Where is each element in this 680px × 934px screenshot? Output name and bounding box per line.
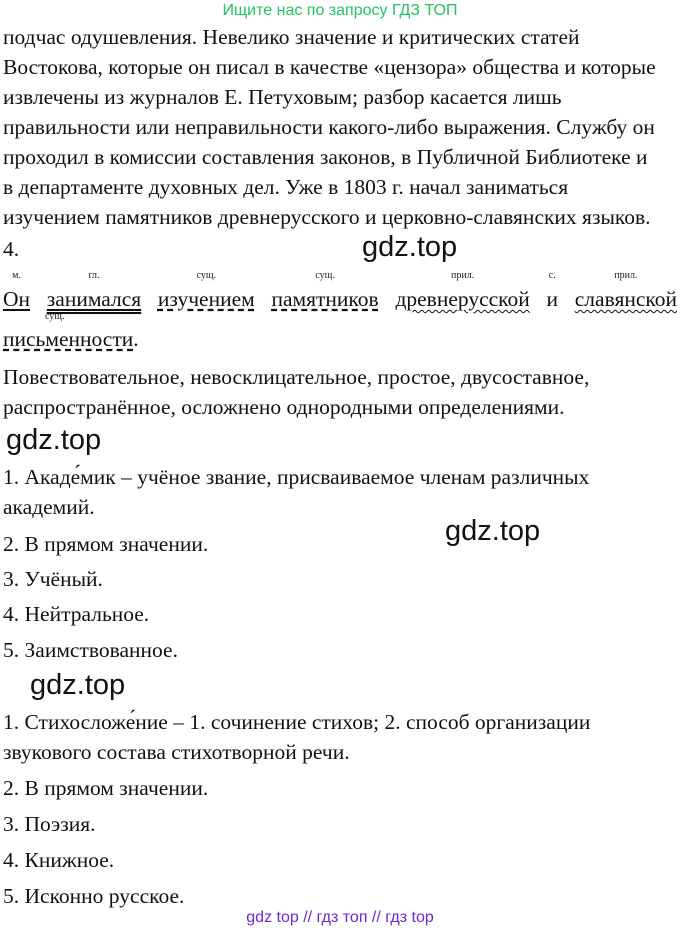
word2-item-2: 2. В прямом значении. xyxy=(3,776,209,800)
pos-tag: прил. xyxy=(451,270,475,281)
top-banner[interactable]: Ищите нас по запросу ГДЗ ТОП xyxy=(222,2,458,19)
word2-item-1-cont: звукового состава стихотворной речи. xyxy=(3,740,350,764)
sentence-word-object-1 xyxy=(157,270,255,312)
word2-item-4: 4. Книжное. xyxy=(3,848,115,872)
watermark-3: gdz.top xyxy=(445,515,541,547)
task4-number: 4. xyxy=(3,237,20,261)
pos-tag: гл. xyxy=(88,270,100,281)
word-text: изучением xyxy=(157,287,255,311)
sentence-word-conjunction xyxy=(546,270,559,312)
word-text: и xyxy=(546,287,559,311)
intro-line-3: извлечены из журналов Е. Петуховым; разбор касается лишь xyxy=(3,85,562,109)
watermark-1: gdz.top xyxy=(362,231,458,263)
intro-line-4: правильности или неправильности какого-либо выражения. Службу он xyxy=(3,115,655,139)
pos-tag-last: сущ. xyxy=(45,311,65,322)
word-text: памятников xyxy=(271,287,379,311)
sentence-word-attribute-1 xyxy=(395,270,530,312)
pos-tag: сущ. xyxy=(196,270,217,281)
pos-tag: прил. xyxy=(614,270,638,281)
bottom-banner[interactable]: gdz top // гдз топ // гдз top xyxy=(246,909,434,926)
sentence-word-predicate xyxy=(46,270,142,312)
word1-item-4: 4. Нейтральное. xyxy=(3,602,150,626)
word-text: Он xyxy=(3,287,31,311)
sentence-word-object-3: письменности xyxy=(3,327,134,351)
intro-line-7: изучением памятников древнерусского и церковно-славянских языков. xyxy=(3,205,651,229)
word2-item-3: 3. Поэзия. xyxy=(3,812,96,836)
sentence-line-2 xyxy=(3,326,139,352)
word1-item-5: 5. Заимствованное. xyxy=(3,638,178,662)
sentence-analysis xyxy=(3,270,677,312)
intro-line-1: подчас одушевления. Невелико значение и критических статей xyxy=(3,25,580,49)
sentence-end-punct: . xyxy=(133,327,139,351)
word1-item-3: 3. Учёный. xyxy=(3,567,103,591)
sentence-word-object-2 xyxy=(271,270,379,312)
word1-item-2: 2. В прямом значении. xyxy=(3,532,209,556)
word2-item-1: 1. Стихосложе́ние – 1. сочинение стихов; 2. способ организации xyxy=(3,710,591,734)
intro-line-6: в департаменте духовных дел. Уже в 1803 г. начал заниматься xyxy=(3,175,569,199)
word-text: занимался xyxy=(46,287,142,311)
intro-line-2: Востокова, которые он писал в качестве «цензора» общества и которые xyxy=(3,55,656,79)
intro-line-5: проходил в комиссии составления законов, в Публичной Библиотеке и xyxy=(3,145,648,169)
word-text: древнерусской xyxy=(395,287,530,311)
watermark-4: gdz.top xyxy=(30,669,126,701)
pos-tag: с. xyxy=(548,270,556,281)
word1-item-1: 1. Акаде́мик – учёное звание, присваиваемое членам различных xyxy=(3,465,590,489)
pos-tag: сущ. xyxy=(315,270,335,281)
pos-tag: м. xyxy=(12,270,21,281)
word2-item-5: 5. Исконно русское. xyxy=(3,884,185,908)
sentence-word-subject xyxy=(3,270,31,312)
characteristic-line-1: Повествовательное, невосклицательное, простое, двусоставное, xyxy=(3,365,590,389)
word-text: славянской xyxy=(574,287,677,311)
characteristic-line-2: распространённое, осложнено однородными определениями. xyxy=(3,395,565,419)
watermark-2: gdz.top xyxy=(6,424,102,456)
sentence-word-attribute-2 xyxy=(574,270,677,312)
word1-item-1-cont: академий. xyxy=(3,495,95,519)
